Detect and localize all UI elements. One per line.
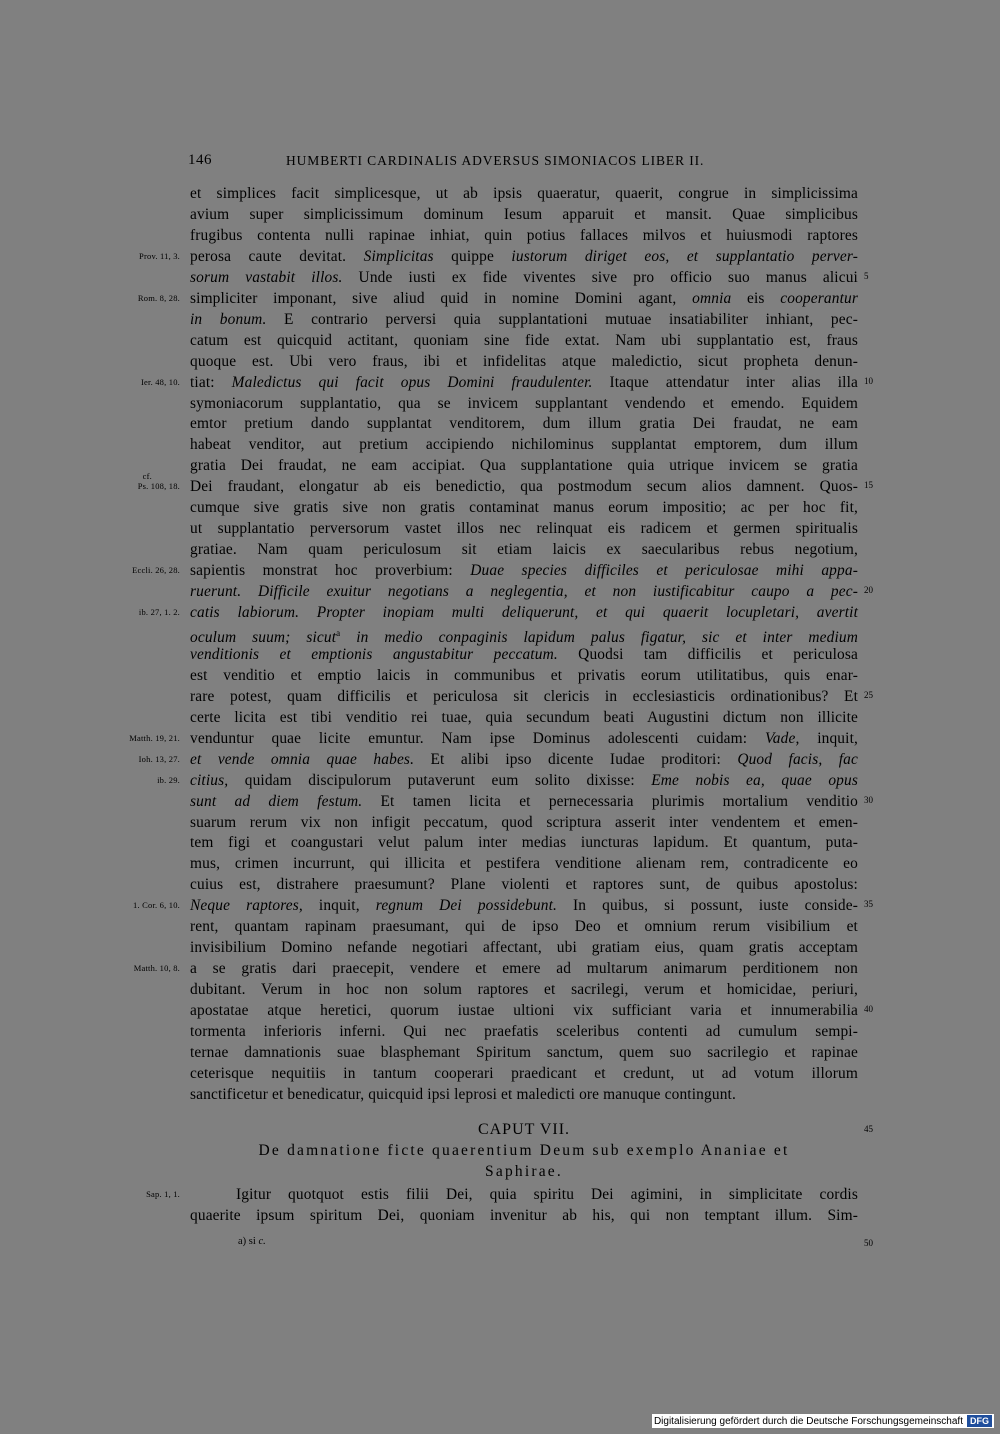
text: ternae damnationis suae blasphemant Spiritum sanctum, quem suo sacrilegio et rapinae <box>190 1043 858 1061</box>
marginal-reference: Ps. 108, 18. <box>137 481 180 492</box>
text-line <box>190 853 858 874</box>
text-line <box>190 812 858 833</box>
text-line <box>190 728 858 749</box>
text: habeat venditor, aut pretium accipiendo nichilominus supplantat emptorem, dum illum <box>190 436 858 454</box>
text: inquit, <box>799 729 858 747</box>
italic-text: in medio conpaginis lapidum palus figatur, sic et inter medium <box>340 629 858 647</box>
text: Igitur quotquot estis filii Dei, quia spiritu Dei agimini, in simplicitate cordis <box>236 1186 858 1203</box>
marginal-reference: ib. 27, 1. 2. <box>138 607 180 617</box>
chapter-subtitle-line-1: De damnatione ficte quaerentium Deum sub exemplo Ananiae et <box>258 1142 790 1159</box>
text-line <box>190 330 858 351</box>
italic-text: Simplicitas <box>363 247 434 265</box>
text-line <box>190 1205 858 1226</box>
italic-text: venditionis et emptionis angustabitur peccatum. <box>190 645 558 663</box>
text-line <box>190 1063 858 1084</box>
text: apostatae atque heretici, quorum iustae ultioni vix sufficiant varia et innumerabilia <box>190 1002 858 1020</box>
footnote <box>238 1236 266 1247</box>
text-line <box>190 560 858 581</box>
text-line <box>190 707 858 728</box>
marginal-reference: Eccli. 26, 28. <box>132 565 180 576</box>
text: perosa caute devitat. <box>190 247 364 265</box>
marginal-reference: ib. 29. <box>157 774 180 785</box>
text-line <box>190 309 858 330</box>
text: dubitant. Verum in hoc non solum raptores et sacrilegi, verum et homicidae, periuri, <box>190 981 858 999</box>
chapter-title: CAPUT VII. <box>477 1121 571 1138</box>
text: Itaque attendatur inter alias illa <box>592 373 858 391</box>
text: a se gratis dari praecepit, vendere et emere ad multarum animarum perditionem non <box>190 960 858 978</box>
text-line <box>190 791 858 812</box>
marginal-reference: Sap. 1, 1. <box>146 1189 180 1199</box>
text: venduntur quae licite emuntur. Nam ipse Dominus adolescenti cuidam: <box>190 729 765 747</box>
marginal-reference-prefix: cf. <box>142 471 152 482</box>
italic-text: sunt ad diem festum. <box>190 792 363 810</box>
text: invisibilium Domino nefande negotiari affectant, ubi gratiam eius, quam gratis acceptam <box>190 939 858 957</box>
italic-text: regnum Dei possidebunt. <box>375 897 557 915</box>
italic-text: omnia <box>692 289 732 307</box>
text: Et tamen licita et pernecessaria plurimis mortalium venditio <box>362 792 858 810</box>
text: Et alibi ipso dicente Iudae proditori: <box>414 750 738 768</box>
text: tem figi et coangustari velut palum inter medias iuncturas lapidum. Et quantum, puta- <box>190 834 858 852</box>
line-number: 45 <box>864 1124 873 1134</box>
text: sanctificetur et benedicatur, quicquid ipsi leprosi et maledicti ore manuque contingunt. <box>190 1085 736 1103</box>
text: eis <box>731 289 781 307</box>
italic-text: Maledictus qui facit opus Domini fraudulenter. <box>231 373 593 391</box>
italic-text: Neque raptores, <box>190 897 303 915</box>
text: catum est quicquid actitant, quoniam sine fide extat. Nam ubi supplantatio est, fraus <box>190 331 858 349</box>
text-line <box>190 267 858 288</box>
text: suarum rerum vix non infigit peccatum, quod scriptura asserit inter vendentem et emen- <box>190 813 858 831</box>
italic-text: Vade, <box>764 729 800 747</box>
text-line <box>190 225 858 246</box>
italic-text: Quod facis, fac <box>737 750 858 768</box>
text-line <box>190 476 858 497</box>
italic-text: iustorum diriget eos, et supplantatio perver- <box>511 247 858 265</box>
italic-text: ruerunt. Difficile exuitur negotians a neglegentia, et non iustificabitur caupo a pec- <box>190 583 858 601</box>
text: avium super simplicissimum dominum Iesum apparuit et mansit. Quae simplicibus <box>190 205 858 223</box>
italic-text: et vende omnia quae habes. <box>190 750 415 768</box>
italic-text: in bonum. <box>190 310 267 328</box>
line-number: 40 <box>864 1004 873 1015</box>
dfg-logo: DFG <box>967 1415 992 1427</box>
text-line <box>190 1042 858 1063</box>
text: cumque sive gratis sive non gratis contaminat manus eorum impositio; ac per hoc fit, <box>190 499 858 517</box>
text: mus, crimen incurrunt, qui illicita et pestifera venditione alienam rem, contradicente eo <box>190 855 858 873</box>
text-line <box>190 246 858 267</box>
text-line <box>190 644 858 665</box>
line-number: 5 <box>864 270 869 281</box>
marginal-reference: Rom. 8, 28. <box>137 292 180 303</box>
footnote-text: si <box>248 1236 256 1247</box>
text: gratiae. Nam quam periculosum sit etiam laicis ex saecularibus rebus negotium, <box>190 541 858 559</box>
text-line <box>190 958 858 979</box>
text-line <box>190 518 858 539</box>
text-line <box>190 434 858 455</box>
text: ut supplantatio perversorum vastet illos nec relinquat eis radicem et germen spiritualis <box>190 520 858 538</box>
text-line <box>190 874 858 895</box>
running-title: HUMBERTI CARDINALIS ADVERSUS SIMONIACOS LIBER II. <box>286 153 705 168</box>
text-line <box>190 979 858 1000</box>
text-line <box>190 1084 858 1105</box>
text: inquit, <box>302 897 376 915</box>
text: sapientis monstrat hoc proverbium: <box>190 562 471 580</box>
text: E contrario perversi quia supplantationi mutuae insatiabiliter inhiant, pec- <box>266 310 858 328</box>
text-line <box>190 770 858 791</box>
text: Quodsi tam difficilis et periculosa <box>557 645 858 663</box>
text: est venditio et emptio laicis in communibus et privatis eorum utilitatibus, quis enar- <box>190 666 858 684</box>
text: tiat: <box>190 373 232 391</box>
text-line <box>236 1184 858 1205</box>
italic-text: Duae species difficiles et periculosae mihi appa- <box>470 562 858 580</box>
text-line <box>190 183 858 204</box>
text: Dei fraudant, elongatur ab eis benedictio, qua postmodum secum alios damnent. Quos- <box>190 478 858 496</box>
footnote-text-italic: c. <box>258 1236 266 1247</box>
text: ceterisque nequitiis in tantum cooperari praedicant et credunt, ut ad votum illorum <box>190 1064 858 1082</box>
text-line <box>190 665 858 686</box>
text-line <box>190 204 858 225</box>
italic-text: citius, <box>190 771 229 789</box>
italic-text: cooperantur <box>780 289 858 307</box>
text-line <box>190 749 858 770</box>
text: gratia Dei fraudat, ne eam accipiat. Qua supplantatione quia utrique invicem se gratia <box>190 457 858 475</box>
text: cuius est, distrahere praesumunt? Plane violenti et raptores sunt, de quibus apostolus: <box>190 876 858 894</box>
text-line <box>190 539 858 560</box>
text: simpliciter imponant, sive aliud quid in nomine Domini agant, <box>190 289 693 307</box>
text: a <box>336 627 341 638</box>
line-number: 30 <box>864 794 873 805</box>
line-number: 35 <box>864 899 873 910</box>
text: symoniacorum supplantatio, qua se invicem supplantant vendendo et emendo. Equidem <box>190 394 858 412</box>
line-number: 10 <box>864 375 873 386</box>
page-number: 146 <box>188 152 212 168</box>
text: rare potest, quam difficilis et periculosa sit clericis in ecclesiasticis ordinationibus? Et <box>190 687 858 705</box>
marginal-reference: Ioh. 13, 27. <box>138 753 180 764</box>
text-line <box>190 916 858 937</box>
text: emtor pretium dando supplantat venditorem, dum illum gratia Dei fraudat, ne eam <box>190 415 858 433</box>
line-number: 15 <box>864 480 873 491</box>
text: quoque est. Ubi vero fraus, ibi et infidelitas atque maledictio, sicut propheta denun- <box>190 352 858 370</box>
marginal-reference: Ier. 48, 10. <box>141 376 180 387</box>
text: frugibus contenta nulli rapinae inhiat, quin potius fallaces milvos et huiusmodi raptores <box>190 226 858 244</box>
text-line <box>190 413 858 434</box>
text-line <box>190 455 858 476</box>
italic-text: sorum vastabit illos. <box>190 268 343 286</box>
text: et simplices facit simplicesque, ut ab ipsis quaeratur, quaerit, congrue in simplicissima <box>190 185 858 202</box>
text: quippe <box>433 247 512 265</box>
text-line <box>190 288 858 309</box>
text-line <box>190 351 858 372</box>
text-line <box>190 581 858 602</box>
text-line <box>190 497 858 518</box>
italic-text: Eme nobis ea, quae opus <box>651 771 859 789</box>
chapter-subtitle-line-2: Saphirae. <box>485 1163 563 1180</box>
footnote-label: a) <box>238 1236 247 1247</box>
line-number: 50 <box>864 1238 873 1248</box>
text: certe licita est tibi venditio rei tuae, quia secundum beati Augustini dictum non illicite <box>190 708 858 726</box>
dfg-credit-text: Digitalisierung gefördert durch die Deutsche Forschungsgemeinschaft <box>653 1415 963 1427</box>
italic-text: oculum suum; sicut <box>190 629 337 647</box>
text-line <box>190 832 858 853</box>
italic-text: catis labiorum. Propter inopiam multi deliquerunt, et qui quaerit locupletari, avertit <box>190 604 858 621</box>
text-line <box>190 686 858 707</box>
line-number: 20 <box>864 585 873 596</box>
marginal-reference: 1. Cor. 6, 10. <box>133 900 180 911</box>
page-header <box>188 152 860 172</box>
dfg-credit-bar[interactable] <box>652 1414 994 1428</box>
text: In quibus, si possunt, iuste conside- <box>557 897 859 915</box>
text: Unde iusti ex fide viventes sive pro officio suo manus alicui <box>342 268 858 286</box>
text-line <box>190 895 858 916</box>
text: tormenta inferioris inferni. Qui nec praefatis sceleribus contenti ad cumulum sempi- <box>190 1023 858 1040</box>
line-number: 25 <box>864 689 873 700</box>
text-line <box>190 937 858 958</box>
text: quidam discipulorum putaverunt eum solito dixisse: <box>228 771 652 789</box>
text-line <box>190 1021 858 1042</box>
text: quaerite ipsum spiritum Dei, quoniam invenitur ab his, qui non temptant illum. Sim- <box>190 1207 858 1224</box>
text-line <box>190 372 858 393</box>
marginal-reference: Matth. 19, 21. <box>129 732 180 743</box>
text: rent, quantam rapinam praesumant, qui de ipso Deo et omnium rerum visibilium et <box>190 918 858 936</box>
text-line <box>190 1000 858 1021</box>
text-line <box>190 393 858 414</box>
text-line <box>190 602 858 623</box>
marginal-reference: Prov. 11, 3. <box>139 250 180 261</box>
marginal-reference: Matth. 10, 8. <box>133 963 180 974</box>
